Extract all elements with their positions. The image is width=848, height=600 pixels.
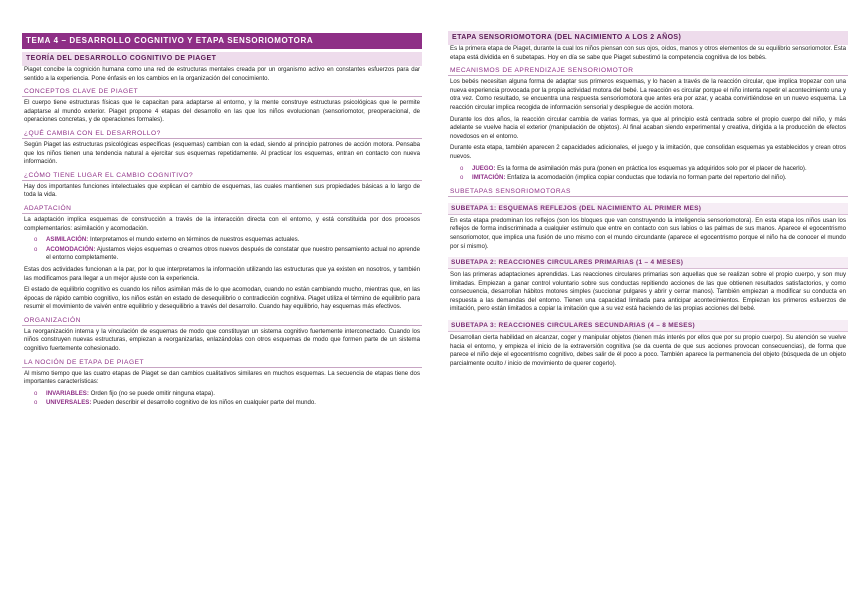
left-column (22, 33, 422, 411)
nocion-paragraph: Al mismo tiempo que las cuatro etapas de Piaget se dan cambios cualitativos similares en muchos esquemas. La secuencia de etapas tiene dos importantes características: (24, 369, 420, 386)
list-item (46, 246, 422, 263)
nocion-list (22, 390, 422, 408)
page-title: TEMA 4 – DESARROLLO COGNITIVO Y ETAPA SENSORIOMOTORA (22, 33, 422, 49)
list-item-text: Pueden describir el desarrollo cognitivo de los niños en cualquier parte del mundo. (91, 399, 316, 407)
list-item (46, 390, 422, 399)
mecanismos-paragraph-1: Los bebés necesitan alguna forma de adaptar sus primeros esquemas, y lo hacen a través de la reacción circular, que implica tropezar con una nueva experiencia provocada por la propia actividad motora del bebé. La reacción es circular porque el niño intenta repetir el acontecimiento una y otra vez. Como resultado, se encuentra una respuesta sensoriomotora que antes era por azar, y acaba convirtiéndose en un nuevo esquema. La reacción circular implica recogida de información sensorial y despliegue de acción motora. (450, 78, 846, 111)
heading-que-cambia: ¿QUÉ CAMBIA CON EL DESARROLLO? (22, 129, 422, 139)
list-item (46, 236, 422, 245)
heading-subetapas: SUBETAPAS SENSORIOMOTORAS (448, 187, 848, 197)
heading-como-cambio: ¿CÓMO TIENE LUGAR EL CAMBIO COGNITIVO? (22, 171, 422, 181)
list-item-text: Ajustamos viejos esquemas o creamos otros nuevos después de constatar que nuestro pensamiento actual no aprende el entorno completamente. (46, 245, 420, 262)
sensoriomotora-intro: Es la primera etapa de Piaget, durante la cual los niños piensan con sus ojos, oídos, manos y otros elementos de su equilibrio sensoriomotor. Esta etapa está dividida en 6 subetapas. Hoy en día se sabe que Piaget subestimó la competencia cognitiva de los bebés. (450, 45, 846, 61)
adaptacion-list (22, 236, 422, 263)
list-item-text: Orden fijo (no se puede omitir ninguna etapa). (88, 389, 215, 397)
keyword: JUEGO: (472, 164, 496, 172)
subetapa-3-paragraph: Desarrollan cierta habilidad en alcanzar, coger y manipular objetos (tienen más interés por ellos que por su propio cuerpo). Su atención se vuelve hacia el entorno, y empieza el inicio de la extraversión cognitiva (se da cuenta de que sus acciones provocan consecuencias), de forma que parece el niño deje el egocentrismo cognitivo, debes salir de él poco a poco. También aparece la permanencia del objeto (búsqueda de un objeto parcialmente oculto / inicio de movimiento de querer cogerlo). (450, 334, 846, 367)
list-item-text: Es la forma de asimilación más pura (ponen en práctica los esquemas ya adquiridos solo por el placer de hacerlo). (495, 164, 807, 172)
heading-subetapa-2: SUBETAPA 2: REACCIONES CIRCULARES PRIMARIAS (1 – 4 MESES) (448, 257, 848, 269)
list-item-text: Interpretamos el mundo externo en términos de nuestros esquemas actuales. (88, 236, 300, 244)
list-item (472, 174, 848, 183)
que-cambia-paragraph: Según Piaget las estructuras psicológicas específicas (esquemas) cambian con la edad, siendo al principio patrones de acción motora. Pensaba que los niños tienen una tendencia natural a ejercitar sus esquemas repetidamente. Al practicar los esquemas, entran en contacto con nueva información. (24, 140, 420, 166)
heading-mecanismos: MECANISMOS DE APRENDIZAJE SENSORIOMOTOR (448, 66, 848, 76)
list-item (472, 165, 848, 174)
heading-adaptacion: ADAPTACIÓN (22, 204, 422, 214)
como-cambio-paragraph: Hay dos importantes funciones intelectuales que explican el cambio de esquemas, las cuales mantienen sus propiedades básicas a lo largo de toda la vida. (24, 182, 420, 199)
heading-subetapa-3: SUBETAPA 3: REACCIONES CIRCULARES SECUNDARIAS (4 – 8 MESES) (448, 320, 848, 332)
list-item-text: Enfatiza la acomodación (implica copiar conductas que todavía no forman parte del repertorio del niño). (505, 174, 787, 182)
adaptacion-paragraph-3: El estado de equilibrio cognitivo es cuando los niños asimilan más de lo que acomodan, cuando no están cambiando mucho, mientras que, en las épocas de rápido cambio cognitivo, los niños están en estado de desequilibrio o contradicción cognitiva. Piaget utiliza el término de equilibrio para resumir el movimiento de vaivén entre equilibrio y desequilibrio a través del desarrollo. Cuando hay equilibrio, hay esquemas más efectivos. (24, 286, 420, 311)
section-title-sensoriomotora: ETAPA SENSORIOMOTORA (DEL NACIMIENTO A LOS 2 AÑOS) (448, 31, 848, 45)
subetapa-2-paragraph: Son las primeras adaptaciones aprendidas. Las reacciones circulares primarias son aquellas que se realizan sobre el propio cuerpo, y son muy limitadas. Empiezan a ganar control voluntario sobre sus conductas repitiendo acciones de las que obtienen resultados satisfactorios, y como consecuencia, desarrollan hábitos motores simples (succionar pulgares y abrir y cerrar manos). También empiezan a modificar su conducta en respuesta a las demandas del entorno. Tienen una capacidad limitada para anticipar acontecimientos. Empiezan los primeros esfuerzos de imitación, pero están limitados a copiar la imitación que a su vez está haciendo de las propias acciones del bebé. (450, 271, 846, 313)
list-item (46, 399, 422, 408)
intro-paragraph: Piaget concibe la cognición humana como una red de estructuras mentales creada por un organismo activo en constantes esfuerzos para dar sentido a la experiencia. Pone énfasis en los cambios en la organización del conocimiento. (24, 66, 420, 82)
conceptos-paragraph: El cuerpo tiene estructuras físicas que le capacitan para adaptarse al entorno, y la mente construye estructuras psicológicas que le permite adaptarse al mundo exterior. Piaget propone 4 etapas del desarrollo en las que los niños evolucionan (sensoriomotor, preoperacional, de operaciones concretas, y de operaciones formales). (24, 99, 420, 124)
mecanismos-list (448, 165, 848, 183)
organizacion-paragraph: La reorganización interna y la vinculación de esquemas de modo que constituyan un sistema cognitivo fuertemente interconectado. Cuando los niños construyen nuevas estructuras, empiezan a reorganizarlas, enlazándolas con otros esquemas de modo que formen parte de un sistema cognitivo fuertemente cohesionado. (24, 327, 420, 353)
mecanismos-paragraph-2: Durante los dos años, la reacción circular cambia de varias formas, ya que al principio está centrada sobre el propio cuerpo del niño, y más adelante se vuelve hacia el exterior (manipulación de objetos). Al final acaban siendo experimental y creativa, dirigida a la producción de efectos novedosos en el entorno. (450, 115, 846, 140)
mecanismos-paragraph-3: Durante esta etapa, también aparecen 2 capacidades adicionales, el juego y la imitación, que consolidan esquemas ya establecidos y crean otros nuevos. (450, 144, 846, 160)
subetapa-1-paragraph: En esta etapa predominan los reflejos (son los bloques que van construyendo la inteligencia sensoriomotora). En esta etapa los niños usan los reflejos de forma indiscriminada a cualquier estímulo que entre en contacto con sus labios o las palmas de sus manos. Aparece el egocentrismo sensoriomotor, que implica una fusión de uno mismo con el mundo circundante (aparece el egocentrismo porque el niño ha de conocer el mundo por sí mismo). (450, 216, 846, 250)
adaptacion-paragraph: La adaptación implica esquemas de construcción a través de la interacción directa con el entorno, y está constituida por dos procesos complementarios: asimilación y acomodación. (24, 215, 420, 232)
heading-subetapa-1: SUBETAPA 1: ESQUEMAS REFLEJOS (DEL NACIMIENTO AL PRIMER MES) (448, 203, 848, 215)
keyword: ASIMILACIÓN: (46, 236, 89, 244)
section-title-piaget: TEORÍA DEL DESARROLLO COGNITIVO DE PIAGET (22, 52, 422, 66)
keyword: IMITACIÓN: (472, 174, 506, 182)
right-column (448, 28, 848, 371)
keyword: INVARIABLES: (46, 389, 89, 397)
keyword: ACOMODACIÓN: (46, 245, 96, 253)
keyword: UNIVERSALES: (46, 399, 92, 407)
heading-nocion-etapa: LA NOCIÓN DE ETAPA DE PIAGET (22, 358, 422, 368)
adaptacion-paragraph-2: Estas dos actividades funcionan a la par, por lo que interpretamos la información utilizando las estructuras que ya existen en nosotros, y también las modificamos para llegar a un mejor ajuste con la experiencia. (24, 265, 420, 282)
heading-organizacion: ORGANIZACIÓN (22, 316, 422, 326)
heading-conceptos: CONCEPTOS CLAVE DE PIAGET (22, 87, 422, 97)
